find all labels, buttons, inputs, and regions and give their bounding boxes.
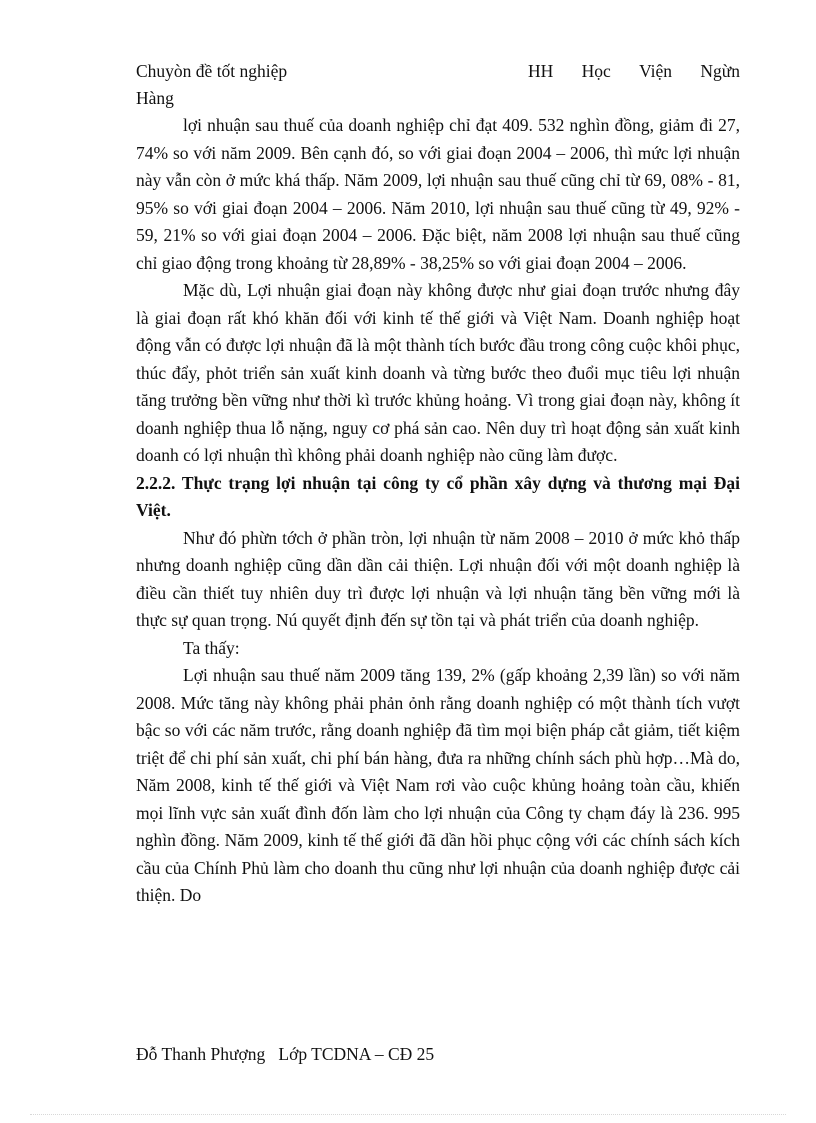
header-title: Chuyòn đề tốt nghiệp (136, 61, 288, 81)
paragraph-profit-growth: Lợi nhuận sau thuế năm 2009 tăng 139, 2% (gấp khoảng 2,39 lần) so với năm 2008. Mức tăng này không phải phản ỏnh rằng doanh nghiệp có một thành tích vượt bậc so với các năm trước, rằng doanh nghiệp đã tìm mọi biện pháp cắt giảm, tiết kiệm triệt để chi phí sản xuất, chi phí bán hàng, đưa ra những chính sách phù hợp…Mà do, Năm 2008, kinh tế thế giới và Việt Nam rơi vào cuộc khủng hoảng toàn cầu, khiến mọi lĩnh vực sản xuất đình đốn làm cho lợi nhuận của Công ty chạm đáy là 236. 995 nghìn đồng. Năm 2009, kinh tế thế giới đã dần hồi phục cộng với các chính sách kích cầu của Chính Phủ làm cho doanh thu cũng như lợi nhuận của doanh nghiệp được cải thiện. Do (136, 665, 740, 905)
paragraph-profit-comparison: lợi nhuận sau thuế của doanh nghiệp chỉ đạt 409. 532 nghìn đồng, giảm đi 27, 74% so với năm 2009. Bên cạnh đó, so với giai đoạn 2004 – 2006, thì mức lợi nhuận này vẫn còn ở mức khá thấp. Năm 2009, lợi nhuận sau thuế cũng chỉ từ 69, 08% - 81, 95% so với giai đoạn 2004 – 2006. Năm 2010, lợi nhuận sau thuế cũng từ 49, 92% - 59, 21% so với giai đoạn 2004 – 2006. Đặc biệt, năm 2008 lợi nhuận sau thuế cũng chỉ giao động trong khoảng từ 28,89% - 38,25% so với giai đoạn 2004 – 2006. (136, 115, 740, 273)
header-institution (528, 58, 740, 85)
header-word: Viện (639, 61, 673, 81)
header-word: Ngừn (700, 61, 740, 81)
page-bottom-divider (30, 1114, 786, 1115)
body-text (136, 112, 740, 910)
page-footer (136, 1041, 434, 1068)
paragraph-profit-analysis: Như đó phừn tớch ở phần tròn, lợi nhuận từ năm 2008 – 2010 ở mức khỏ thấp nhưng doanh nghiệp cũng dần dần cải thiện. Lợi nhuận đối với một doanh nghiệp là điều cần thiết tuy nhiên duy trì được lợi nhuận và lợi nhuận tăng bền vững mới là thực sự quan trọng. Nú quyết định đến sự tồn tại và phát triển của doanh nghiệp. (136, 527, 740, 630)
paragraph-ta-thay: Ta thấy: (183, 637, 240, 658)
paragraph-difficult-period: Mặc dù, Lợi nhuận giai đoạn này không được như giai đoạn trước nhưng đây là giai đoạn rất khó khăn đối với kinh tế thế giới và Việt Nam. Doanh nghiệp hoạt động vẫn có được lợi nhuận đã là một thành tích bước đầu trong công cuộc khôi phục, thúc đẩy, phỏt triển sản xuất kinh doanh và từng bước theo đuổi mục tiêu lợi nhuận tăng trưởng bền vững như thời kì trước khủng hoảng. Vì trong giai đoạn này, không ít doanh nghiệp thua lỗ nặng, nguy cơ phá sản cao. Nên duy trì hoạt động sản xuất kinh doanh có lợi nhuận thì không phải doanh nghiệp nào cũng làm được. (136, 280, 740, 465)
page-header (136, 58, 740, 112)
footer-class: Lớp TCDNA – CĐ 25 (278, 1044, 435, 1064)
section-heading: 2.2.2. Thực trạng lợi nhuận tại công ty cổ phần xây dựng và thương mại Đại Việt. (136, 472, 740, 520)
header-word: Học (581, 61, 611, 81)
header-word: HH (528, 61, 554, 81)
footer-author: Đỗ Thanh Phượng (136, 1044, 266, 1064)
header-continuation: Hàng (136, 88, 174, 108)
